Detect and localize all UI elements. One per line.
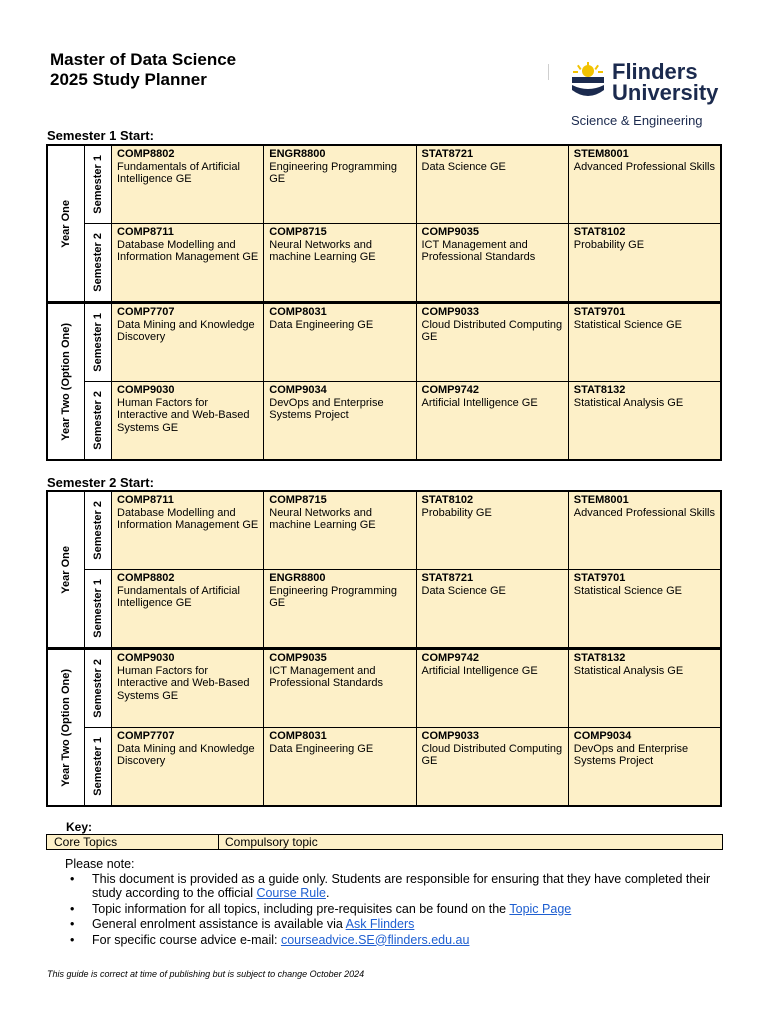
year-label-cell xyxy=(48,146,85,301)
semester-row xyxy=(85,381,720,459)
year-label: Year Two (Option One) xyxy=(60,322,72,441)
topic-name: Data Mining and Knowledge Discovery xyxy=(117,318,255,343)
semester-row xyxy=(85,304,720,381)
topic-code: COMP9035 xyxy=(421,226,479,238)
topic-name: ICT Management and Professional Standards xyxy=(269,664,383,689)
topic-cell xyxy=(112,650,264,727)
topic-name: DevOps and Enterprise Systems Project xyxy=(269,396,384,421)
semester-row xyxy=(85,650,720,727)
semester-row xyxy=(85,569,720,647)
semester-row xyxy=(85,223,720,301)
key-compulsory-topic: Compulsory topic xyxy=(219,835,722,849)
planner-table-semester-2-start xyxy=(46,490,722,807)
topic-cell xyxy=(569,492,720,569)
note-text: This document is provided as a guide only. Students are responsible for ensuring that they have completed their study according to the official xyxy=(92,872,711,900)
topic-cell xyxy=(264,728,416,805)
logo-subtitle: Science & Engineering xyxy=(571,113,703,128)
topic-code: COMP7707 xyxy=(117,306,175,318)
topic-cell xyxy=(417,382,569,459)
topic-page-link[interactable]: Topic Page xyxy=(509,901,572,916)
planner-table-semester-1-start xyxy=(46,144,722,461)
year-label: Year Two (Option One) xyxy=(60,668,72,787)
topic-name: Engineering Programming GE xyxy=(269,584,398,609)
topic-cell xyxy=(569,224,720,301)
note-text: For specific course advice e-mail: xyxy=(92,932,281,947)
ask-flinders-link[interactable]: Ask Flinders xyxy=(345,917,415,931)
semester-label: Semester 1 xyxy=(92,155,104,214)
topic-code: COMP8802 xyxy=(117,572,175,584)
semester-rows xyxy=(85,492,720,647)
topic-cell xyxy=(112,146,264,223)
topic-cell xyxy=(417,146,569,223)
topic-code: STEM8001 xyxy=(573,494,629,506)
topic-name: Data Mining and Knowledge Discovery xyxy=(117,742,255,767)
topic-cell xyxy=(264,492,416,569)
topic-name: Data Engineering GE xyxy=(269,318,374,331)
topic-name: Artificial Intelligence GE xyxy=(421,664,538,677)
topic-cell xyxy=(112,304,264,381)
topic-name: Fundamentals of Artificial Intelligence GE xyxy=(117,160,240,185)
topic-code: COMP8711 xyxy=(117,494,174,506)
topic-cell xyxy=(417,728,569,805)
topic-code: COMP9033 xyxy=(421,306,479,318)
topic-cell xyxy=(417,304,569,381)
topic-code: COMP8031 xyxy=(269,306,327,318)
topic-name: Advanced Professional Skills xyxy=(573,160,715,173)
topic-name: Cloud Distributed Computing GE xyxy=(421,318,563,343)
semester-row xyxy=(85,492,720,569)
title-line-2: 2025 Study Planner xyxy=(50,70,207,89)
topic-code: STAT9701 xyxy=(573,572,626,584)
footer-disclaimer: This guide is correct at time of publishing but is subject to change October 2024 xyxy=(47,969,365,979)
semester-label-cell xyxy=(85,224,112,301)
topic-code: COMP8715 xyxy=(269,494,327,506)
semester-label: Semester 2 xyxy=(92,659,104,718)
topic-code: STAT9701 xyxy=(573,306,626,318)
topic-name: Statistical Analysis GE xyxy=(573,664,684,677)
topic-cell xyxy=(569,146,720,223)
topic-code: COMP9033 xyxy=(421,730,479,742)
topic-code: STAT8721 xyxy=(421,148,474,160)
topic-name: Data Science GE xyxy=(421,584,506,597)
topic-cell xyxy=(264,224,416,301)
topic-code: COMP9030 xyxy=(117,652,175,664)
semester-rows xyxy=(85,650,720,805)
key-table xyxy=(46,834,723,850)
topic-code: COMP9742 xyxy=(421,384,479,396)
semester-label-cell xyxy=(85,382,112,459)
topic-cell xyxy=(112,382,264,459)
topic-cell xyxy=(112,728,264,805)
semester-label: Semester 1 xyxy=(92,579,104,638)
topic-cell xyxy=(264,304,416,381)
topic-cell xyxy=(569,650,720,727)
topic-code: COMP9034 xyxy=(573,730,632,742)
topic-name: Artificial Intelligence GE xyxy=(421,396,538,409)
topic-cell xyxy=(112,570,264,647)
year-block xyxy=(48,301,720,459)
logo-word-flinders: Flinders xyxy=(612,59,698,84)
topic-name: Neural Networks and machine Learning GE xyxy=(269,506,376,531)
topic-cell xyxy=(569,304,720,381)
key-core-topics: Core Topics xyxy=(47,835,219,849)
semester-rows xyxy=(85,146,720,301)
topic-code: STAT8102 xyxy=(421,494,474,506)
semester-label-cell xyxy=(85,570,112,647)
topic-code: ENGR8800 xyxy=(269,572,326,584)
year-label-cell xyxy=(48,650,85,805)
topic-code: COMP9035 xyxy=(269,652,327,664)
year-block xyxy=(48,492,720,647)
topic-name: Fundamentals of Artificial Intelligence GE xyxy=(117,584,240,609)
note-item xyxy=(70,872,720,900)
topic-code: STAT8721 xyxy=(421,572,474,584)
note-item xyxy=(70,933,720,947)
note-item xyxy=(70,917,720,931)
semester-row xyxy=(85,727,720,805)
logo-word-university: University xyxy=(612,80,719,105)
topic-name: Cloud Distributed Computing GE xyxy=(421,742,563,767)
semester-rows xyxy=(85,304,720,459)
topic-code: COMP9742 xyxy=(421,652,479,664)
semester-1-start-heading: Semester 1 Start: xyxy=(47,128,154,143)
topic-cell xyxy=(417,650,569,727)
topic-name: Probability GE xyxy=(573,238,645,251)
title-line-1: Master of Data Science xyxy=(50,50,237,69)
topic-name: Advanced Professional Skills xyxy=(573,506,715,519)
topic-code: COMP9034 xyxy=(269,384,327,396)
semester-label-cell xyxy=(85,728,112,805)
topic-name: DevOps and Enterprise Systems Project xyxy=(573,742,689,767)
topic-cell xyxy=(264,570,416,647)
year-label-cell xyxy=(48,304,85,459)
note-item xyxy=(70,902,720,916)
topic-name: Database Modelling and Information Management GE xyxy=(117,238,259,263)
notes-list xyxy=(70,872,720,948)
topic-cell xyxy=(417,224,569,301)
semester-label-cell xyxy=(85,650,112,727)
topic-name: Statistical Science GE xyxy=(573,318,682,331)
topic-cell xyxy=(417,570,569,647)
topic-code: COMP8802 xyxy=(117,148,175,160)
topic-name: Probability GE xyxy=(421,506,492,519)
year-label: Year One xyxy=(60,545,72,594)
topic-cell xyxy=(569,728,720,805)
topic-name: Data Engineering GE xyxy=(269,742,374,755)
topic-code: COMP8711 xyxy=(117,226,174,238)
course-rule-link[interactable]: Course Rule xyxy=(256,886,326,900)
semester-label: Semester 2 xyxy=(92,233,104,292)
topic-cell xyxy=(569,382,720,459)
topic-cell xyxy=(112,224,264,301)
flinders-logo-mark-icon xyxy=(570,62,606,102)
topic-code: STAT8132 xyxy=(573,384,626,396)
topic-cell xyxy=(264,650,416,727)
semester-label-cell xyxy=(85,492,112,569)
topic-name: Human Factors for Interactive and Web-Based Systems GE xyxy=(117,396,250,434)
note-text: Topic information for all topics, including pre-requisites can be found on the xyxy=(92,901,510,916)
topic-code: STAT8132 xyxy=(573,652,626,664)
topic-code: COMP8715 xyxy=(269,226,327,238)
note-text-end: . xyxy=(325,886,330,900)
topic-name: ICT Management and Professional Standards xyxy=(421,238,536,263)
topic-cell xyxy=(264,382,416,459)
semester-label: Semester 1 xyxy=(92,313,104,372)
year-block xyxy=(48,647,720,805)
topic-name: Human Factors for Interactive and Web-Based Systems GE xyxy=(117,664,250,702)
topic-code: COMP8031 xyxy=(269,730,327,742)
semester-label-cell xyxy=(85,304,112,381)
topic-name: Data Science GE xyxy=(421,160,506,173)
topic-name: Statistical Science GE xyxy=(573,584,682,597)
semester-label: Semester 2 xyxy=(92,391,104,450)
topic-code: ENGR8800 xyxy=(269,148,326,160)
logo-divider xyxy=(548,64,549,80)
year-block xyxy=(48,146,720,301)
topic-cell xyxy=(112,492,264,569)
semester-row xyxy=(85,146,720,223)
note-text: General enrolment assistance is available via xyxy=(92,917,346,931)
document-title xyxy=(50,50,236,90)
topic-code: STEM8001 xyxy=(573,148,629,160)
topic-code: STAT8102 xyxy=(573,226,626,238)
topic-code: COMP9030 xyxy=(117,384,175,396)
topic-name: Statistical Analysis GE xyxy=(573,396,684,409)
topic-cell xyxy=(569,570,720,647)
semester-label: Semester 1 xyxy=(92,737,104,796)
notes-title: Please note: xyxy=(65,857,135,871)
topic-cell xyxy=(417,492,569,569)
key-label: Key: xyxy=(66,820,93,834)
topic-code: COMP7707 xyxy=(117,730,175,742)
course-advice-email-link[interactable]: courseadvice.SE@flinders.edu.au xyxy=(280,932,470,947)
year-label: Year One xyxy=(60,199,72,248)
topic-cell xyxy=(264,146,416,223)
semester-label-cell xyxy=(85,146,112,223)
topic-name: Database Modelling and Information Management GE xyxy=(117,506,259,531)
year-label-cell xyxy=(48,492,85,647)
topic-name: Neural Networks and machine Learning GE xyxy=(269,238,376,263)
semester-2-start-heading: Semester 2 Start: xyxy=(47,475,154,490)
semester-label: Semester 2 xyxy=(92,501,104,560)
topic-name: Engineering Programming GE xyxy=(269,160,398,185)
